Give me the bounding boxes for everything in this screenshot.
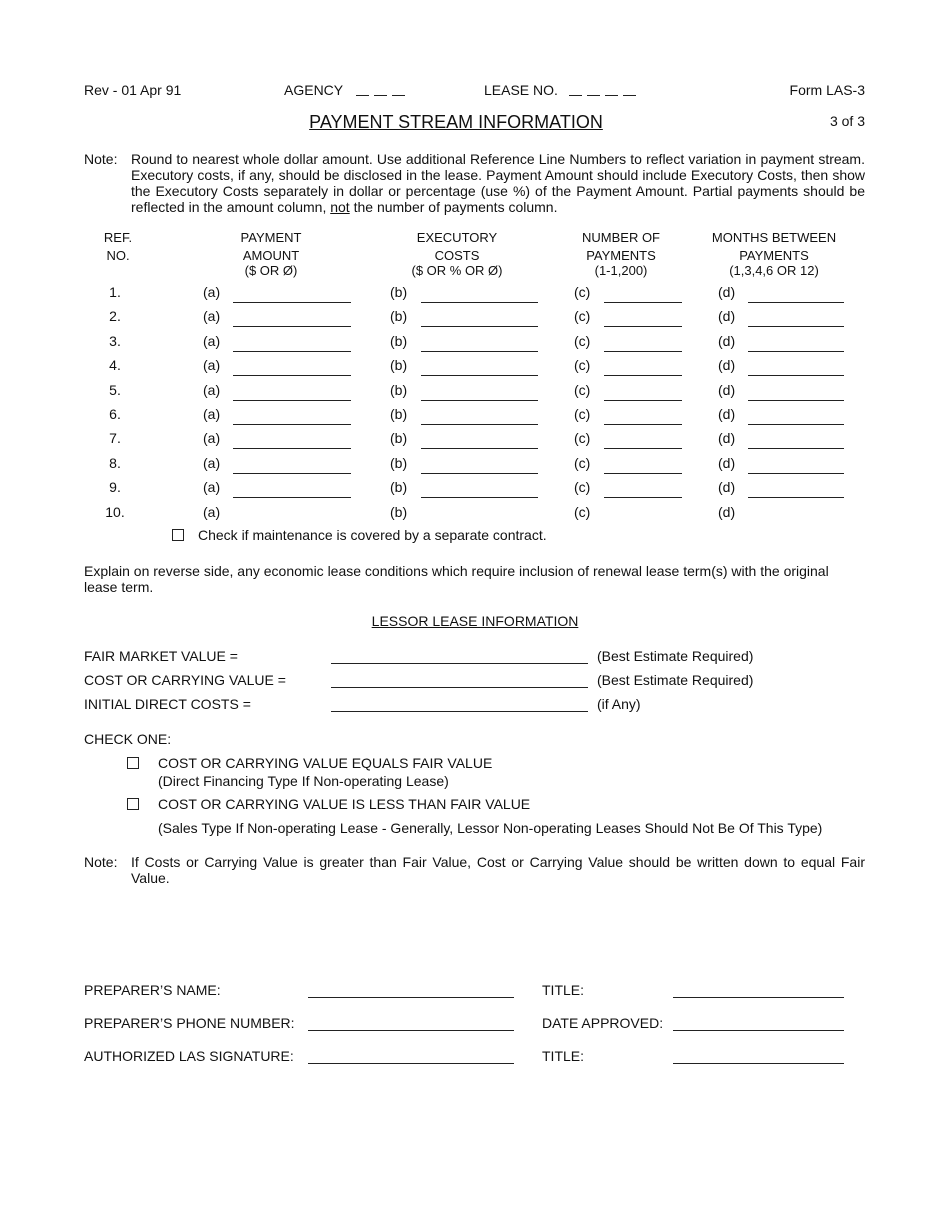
preparer-phone-label: PREPARER’S PHONE NUMBER: bbox=[84, 1015, 295, 1031]
field-label: (a) bbox=[203, 381, 221, 398]
payment-field[interactable] bbox=[233, 497, 351, 498]
payment-field[interactable] bbox=[233, 302, 351, 303]
payment-field[interactable] bbox=[421, 400, 538, 401]
field-label: (b) bbox=[390, 406, 408, 422]
less-than-fair-value-sub: (Sales Type If Non-operating Lease - Generally, Lessor Non-operating Leases Should Not Be Of This Type) bbox=[158, 820, 823, 836]
payment-row bbox=[0, 357, 950, 381]
lease-no-label: LEASE NO. bbox=[484, 82, 558, 98]
payment-field[interactable] bbox=[604, 424, 682, 425]
payment-field[interactable] bbox=[748, 302, 844, 303]
field-label: (c) bbox=[574, 308, 591, 325]
field-label: (d) bbox=[718, 454, 736, 471]
preparer-phone-field[interactable] bbox=[308, 1030, 514, 1031]
date-approved-label: DATE APPROVED: bbox=[542, 1015, 664, 1031]
payment-row bbox=[0, 382, 950, 406]
payment-field[interactable] bbox=[233, 424, 351, 425]
payment-field[interactable] bbox=[604, 326, 682, 327]
title1-field[interactable] bbox=[673, 997, 844, 998]
payment-field[interactable] bbox=[604, 497, 682, 498]
payment-row bbox=[0, 406, 950, 430]
ref-number: 7. bbox=[109, 430, 121, 447]
payment-row bbox=[0, 455, 950, 479]
field-label: (d) bbox=[718, 406, 736, 422]
payment-field[interactable] bbox=[604, 302, 682, 303]
date-approved-field[interactable] bbox=[673, 1030, 844, 1031]
lessor-heading: LESSOR LEASE INFORMATION bbox=[371, 613, 579, 629]
payment-row bbox=[0, 504, 950, 528]
equals-fair-value-sub: (Direct Financing Type If Non-operating Lease) bbox=[158, 773, 449, 789]
payment-row bbox=[0, 308, 950, 332]
field-label: (a) bbox=[203, 308, 221, 325]
payment-field[interactable] bbox=[233, 473, 351, 474]
field-label: (c) bbox=[574, 406, 591, 422]
ref-number: 2. bbox=[109, 308, 121, 325]
payment-field[interactable] bbox=[233, 326, 351, 327]
payment-field[interactable] bbox=[604, 448, 682, 449]
field-label: (a) bbox=[203, 406, 221, 422]
payment-row bbox=[0, 430, 950, 454]
note2-text: If Costs or Carrying Value is greater than Fair Value, Cost or Carrying Value should be written down to equal Fair Value. bbox=[131, 854, 865, 886]
field-label: (d) bbox=[718, 503, 736, 520]
preparer-name-label: PREPARER’S NAME: bbox=[84, 982, 221, 998]
equals-fair-value-label: COST OR CARRYING VALUE EQUALS FAIR VALUE bbox=[158, 755, 493, 771]
field-label: (c) bbox=[574, 357, 591, 374]
explain-text: Explain on reverse side, any economic lease conditions which require inclusion of renewal lease term(s) with the original lease term. bbox=[84, 563, 829, 595]
ref-number: 9. bbox=[109, 479, 121, 496]
field-label: (a) bbox=[203, 357, 221, 374]
col-header-ref: REF. NO. bbox=[103, 230, 133, 263]
field-label: (b) bbox=[390, 430, 408, 447]
initial-direct-costs-label: INITIAL DIRECT COSTS = bbox=[84, 696, 251, 712]
field-label: (b) bbox=[390, 284, 408, 300]
field-label: (c) bbox=[574, 284, 591, 300]
note2-label: Note: bbox=[84, 854, 118, 870]
payment-field[interactable] bbox=[748, 448, 844, 449]
payment-field[interactable] bbox=[748, 400, 844, 401]
initial-direct-costs-field[interactable] bbox=[331, 711, 588, 712]
field-label: (a) bbox=[203, 430, 221, 447]
payment-field[interactable] bbox=[604, 351, 682, 352]
ref-number: 4. bbox=[109, 357, 121, 374]
field-label: (c) bbox=[574, 479, 591, 496]
field-label: (c) bbox=[574, 332, 591, 349]
ref-number: 3. bbox=[109, 332, 121, 349]
title1-label: TITLE: bbox=[542, 982, 585, 998]
less-than-fair-value-label: COST OR CARRYING VALUE IS LESS THAN FAIR VALUE bbox=[158, 796, 531, 812]
col-header-months-between: MONTHS BETWEEN PAYMENTS (1,3,4,6 OR 12) bbox=[711, 230, 837, 278]
payment-field[interactable] bbox=[604, 400, 682, 401]
fair-market-value-note: (Best Estimate Required) bbox=[597, 648, 754, 664]
field-label: (c) bbox=[574, 454, 591, 471]
page-indicator: 3 of 3 bbox=[829, 113, 865, 129]
payment-field[interactable] bbox=[748, 326, 844, 327]
field-label: (d) bbox=[718, 381, 736, 398]
ref-number: 10. bbox=[105, 503, 125, 520]
payment-field[interactable] bbox=[421, 424, 538, 425]
payment-field[interactable] bbox=[233, 448, 351, 449]
authorized-signature-label: AUTHORIZED LAS SIGNATURE: bbox=[84, 1048, 294, 1064]
field-label: (c) bbox=[574, 381, 591, 398]
payment-field[interactable] bbox=[421, 375, 538, 376]
ref-number: 5. bbox=[109, 381, 121, 398]
fair-market-value-field[interactable] bbox=[331, 663, 588, 664]
field-label: (d) bbox=[718, 479, 736, 496]
payment-row bbox=[0, 333, 950, 357]
field-label: (a) bbox=[203, 479, 221, 496]
field-label: (b) bbox=[390, 332, 408, 349]
payment-field[interactable] bbox=[421, 497, 538, 498]
payment-row bbox=[0, 479, 950, 503]
field-label: (d) bbox=[718, 308, 736, 325]
col-header-executory-costs: EXECUTORY COSTS ($ OR % OR Ø) bbox=[411, 230, 503, 278]
carrying-value-note: (Best Estimate Required) bbox=[597, 672, 754, 688]
col-header-payment-amount: PAYMENT AMOUNT ($ OR Ø) bbox=[240, 230, 302, 278]
initial-direct-costs-note: (if Any) bbox=[597, 696, 641, 712]
ref-number: 1. bbox=[109, 284, 121, 300]
payment-field[interactable] bbox=[421, 326, 538, 327]
payment-field[interactable] bbox=[233, 375, 351, 376]
payment-field[interactable] bbox=[421, 351, 538, 352]
page-title: PAYMENT STREAM INFORMATION bbox=[309, 112, 603, 132]
check-one-label: CHECK ONE: bbox=[84, 731, 172, 747]
title2-field[interactable] bbox=[673, 1063, 844, 1064]
preparer-name-field[interactable] bbox=[308, 997, 514, 998]
field-label: (a) bbox=[203, 503, 221, 520]
equals-fair-value-checkbox[interactable] bbox=[127, 757, 139, 769]
field-label: (a) bbox=[203, 284, 221, 300]
authorized-signature-field[interactable] bbox=[308, 1063, 514, 1064]
maintenance-checkbox[interactable] bbox=[172, 529, 184, 541]
payment-field[interactable] bbox=[421, 448, 538, 449]
payment-field[interactable] bbox=[421, 473, 538, 474]
payment-field[interactable] bbox=[748, 424, 844, 425]
field-label: (b) bbox=[390, 454, 408, 471]
payment-field[interactable] bbox=[233, 351, 351, 352]
note-text: Round to nearest whole dollar amount. Use additional Reference Line Numbers to reflect variation in payment stream. Executory costs, if any, should be disclosed in the lease. Payment Amount should include Executory Costs, then show the Executory Costs separately in dollar or percentage (use %) of the Payment Amount. Partial payments should be reflected in the amount column, not the number of payments column. bbox=[131, 151, 865, 215]
field-label: (b) bbox=[390, 308, 408, 325]
payment-field[interactable] bbox=[233, 400, 351, 401]
field-label: (c) bbox=[574, 503, 591, 520]
ref-number: 8. bbox=[109, 454, 121, 471]
payment-field[interactable] bbox=[748, 351, 844, 352]
field-label: (a) bbox=[203, 332, 221, 349]
fair-market-value-label: FAIR MARKET VALUE = bbox=[84, 648, 238, 664]
carrying-value-label: COST OR CARRYING VALUE = bbox=[84, 672, 286, 688]
field-label: (d) bbox=[718, 430, 736, 447]
field-label: (c) bbox=[574, 430, 591, 447]
payment-field[interactable] bbox=[604, 473, 682, 474]
field-label: (a) bbox=[203, 454, 221, 471]
payment-field[interactable] bbox=[748, 375, 844, 376]
revision-label: Rev - 01 Apr 91 bbox=[84, 82, 182, 98]
field-label: (b) bbox=[390, 357, 408, 374]
payment-field[interactable] bbox=[604, 375, 682, 376]
less-than-fair-value-checkbox[interactable] bbox=[127, 798, 139, 810]
payment-field[interactable] bbox=[748, 497, 844, 498]
note-label: Note: bbox=[84, 151, 118, 167]
field-label: (d) bbox=[718, 284, 736, 300]
field-label: (b) bbox=[390, 381, 408, 398]
payment-field[interactable] bbox=[421, 302, 538, 303]
title2-label: TITLE: bbox=[542, 1048, 585, 1064]
carrying-value-field[interactable] bbox=[331, 687, 588, 688]
form-id: Form LAS-3 bbox=[789, 82, 865, 98]
col-header-number-of-payments: NUMBER OF PAYMENTS (1-1,200) bbox=[582, 230, 660, 278]
field-label: (d) bbox=[718, 357, 736, 374]
payment-field[interactable] bbox=[748, 473, 844, 474]
field-label: (b) bbox=[390, 503, 408, 520]
ref-number: 6. bbox=[109, 406, 121, 422]
field-label: (d) bbox=[718, 332, 736, 349]
agency-label: AGENCY bbox=[284, 82, 344, 98]
field-label: (b) bbox=[390, 479, 408, 496]
maintenance-check-label: Check if maintenance is covered by a separate contract. bbox=[198, 527, 547, 543]
payment-row bbox=[0, 284, 950, 308]
